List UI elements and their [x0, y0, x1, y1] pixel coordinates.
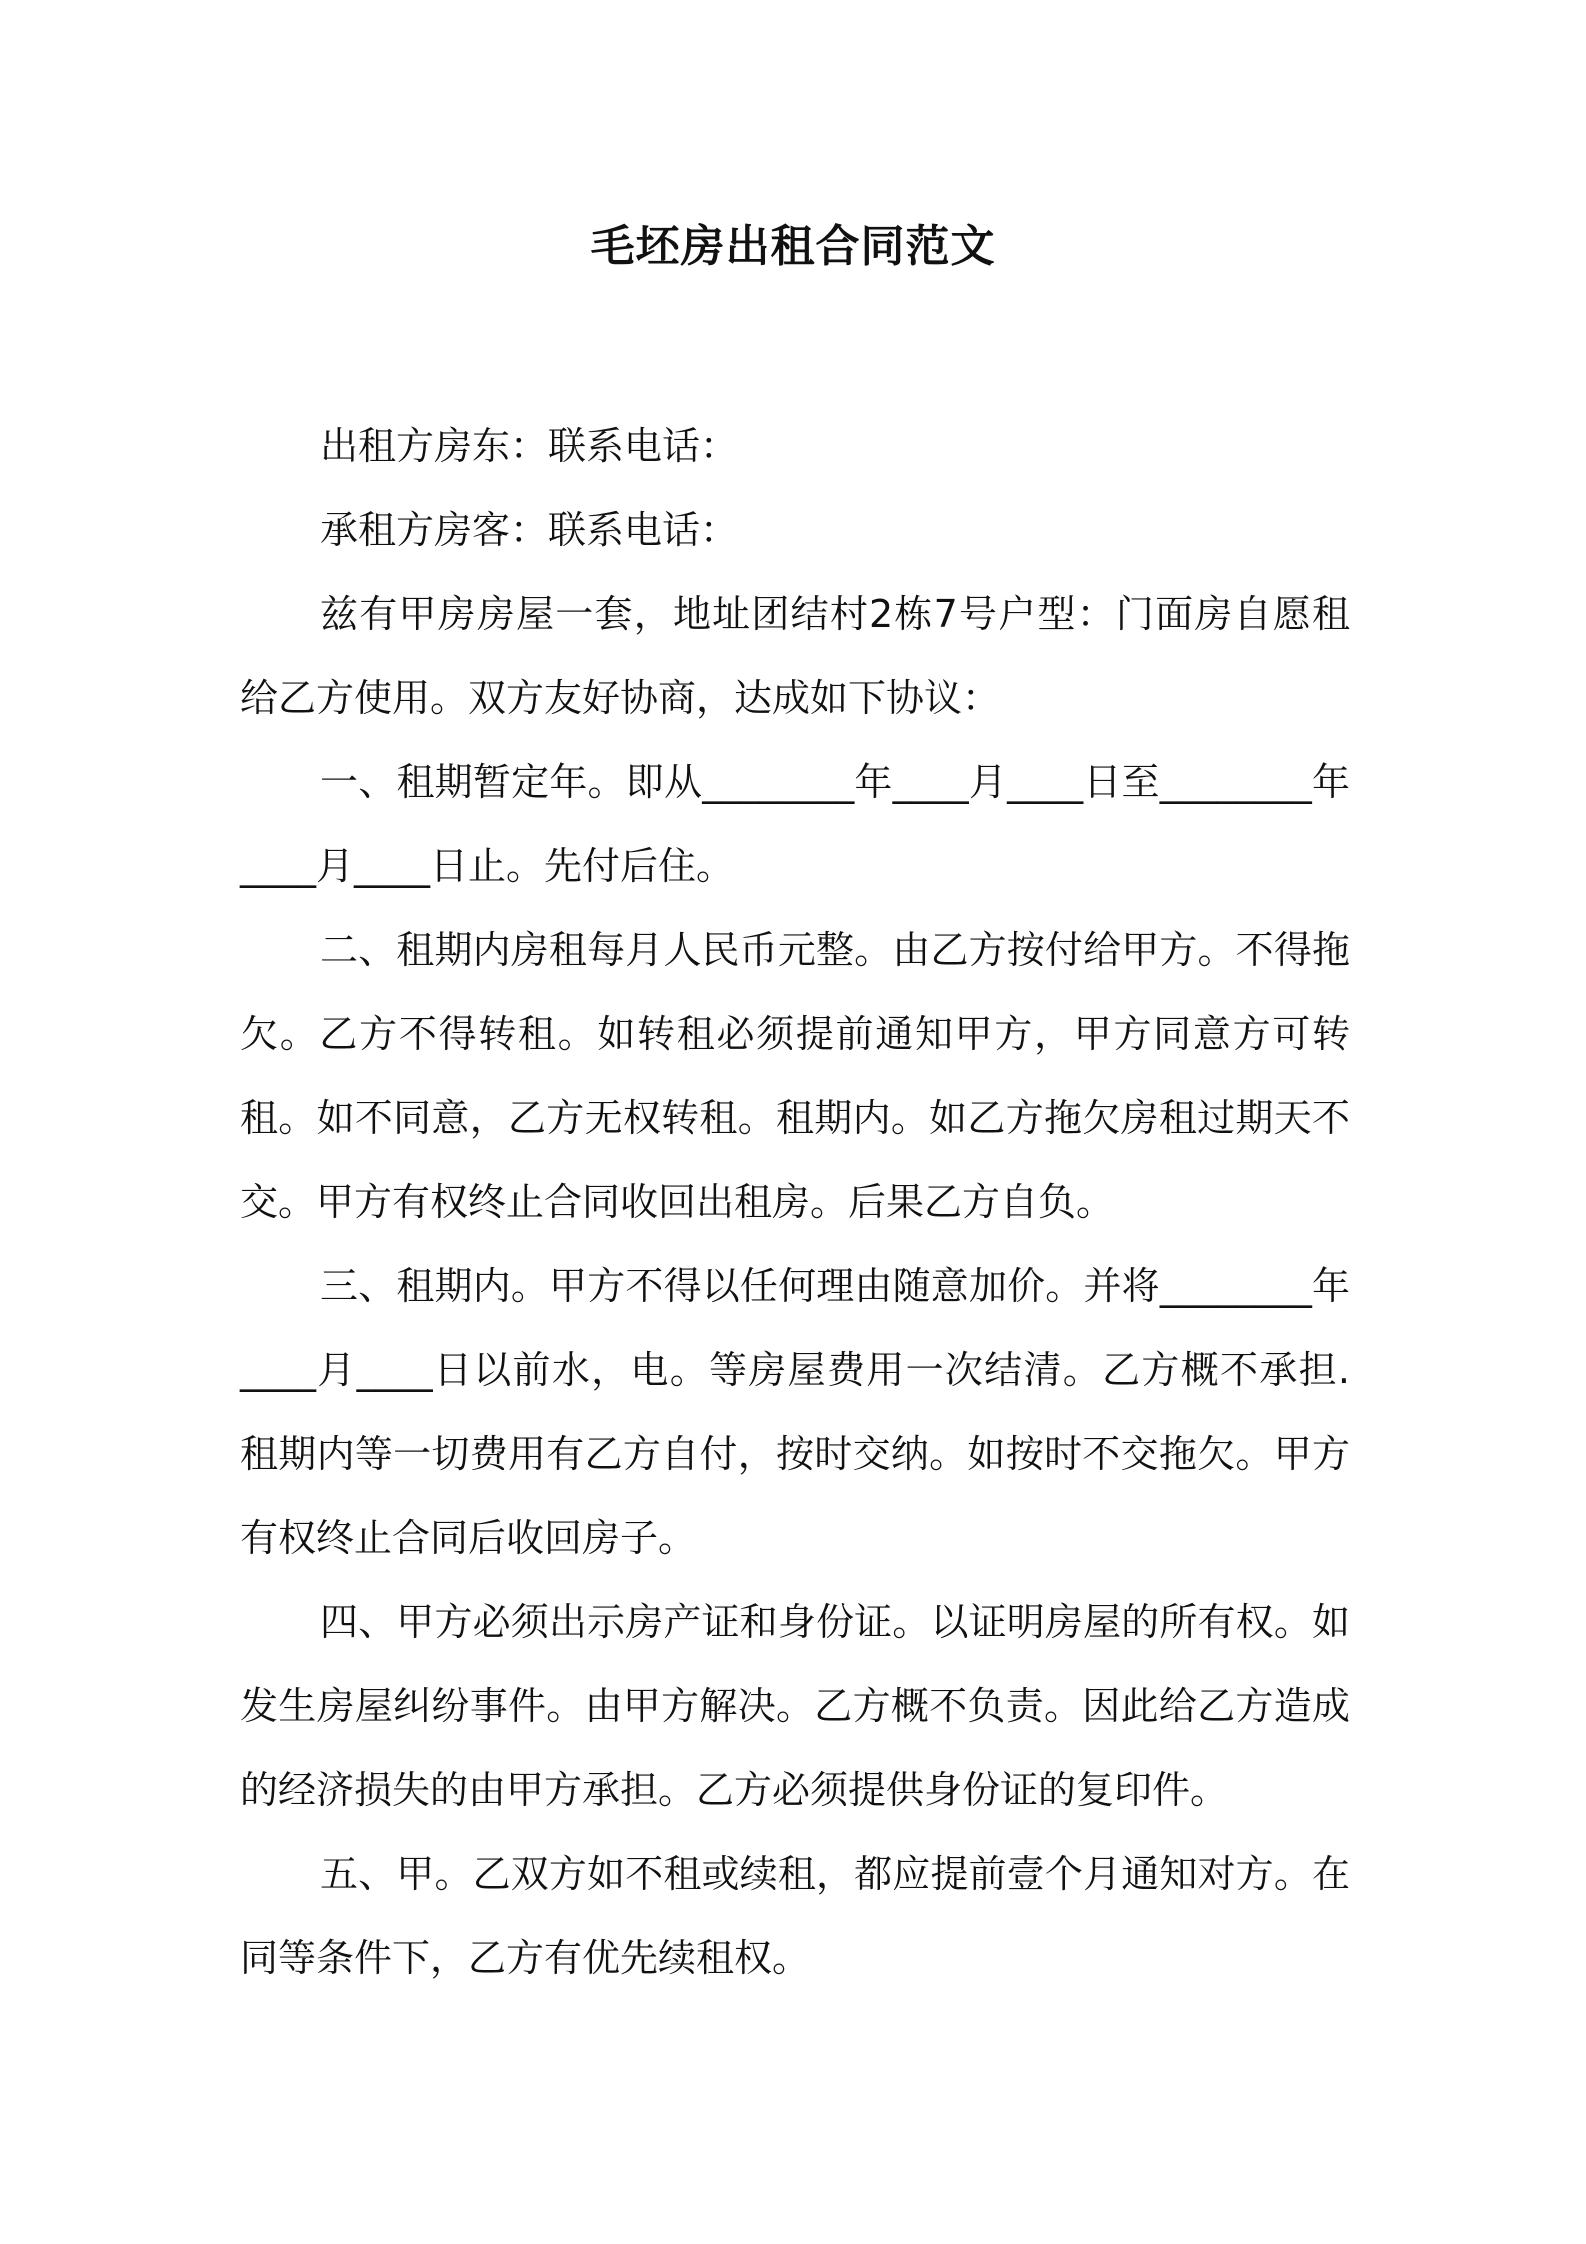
document-body	[240, 404, 1350, 2000]
paragraph-tenant: 承租方房客：联系电话：	[320, 508, 739, 552]
document-title: 毛坯房出租合同范文	[590, 221, 996, 272]
clause-1: 一、租期暂定年。即从________年____月____日至________年____月____日止。先付后住。	[240, 760, 1350, 888]
clause-3: 三、租期内。甲方不得以任何理由随意加价。并将________年____月____日以前水，电。等房屋费用一次结清。乙方概不承担.租期内等一切费用有乙方自付，按时交纳。如按时不交拖欠。甲方有权终止合同后收回房子。	[240, 1264, 1350, 1560]
clause-5: 五、甲。乙双方如不租或续租，都应提前壹个月通知对方。在同等条件下，乙方有优先续租权。	[240, 1852, 1350, 1980]
clause-4: 四、甲方必须出示房产证和身份证。以证明房屋的所有权。如发生房屋纠纷事件。由甲方解决。乙方概不负责。因此给乙方造成的经济损失的由甲方承担。乙方必须提供身份证的复印件。	[240, 1600, 1350, 1812]
clause-2: 二、租期内房租每月人民币元整。由乙方按付给甲方。不得拖欠。乙方不得转租。如转租必须提前通知甲方，甲方同意方可转租。如不同意，乙方无权转租。租期内。如乙方拖欠房租过期天不交。甲方有权终止合同收回出租房。后果乙方自负。	[240, 928, 1350, 1224]
paragraph-landlord: 出租方房东：联系电话：	[320, 424, 739, 468]
paragraph-intro: 兹有甲房房屋一套，地址团结村2栋7号户型：门面房自愿租给乙方使用。双方友好协商，达成如下协议：	[240, 592, 1350, 720]
